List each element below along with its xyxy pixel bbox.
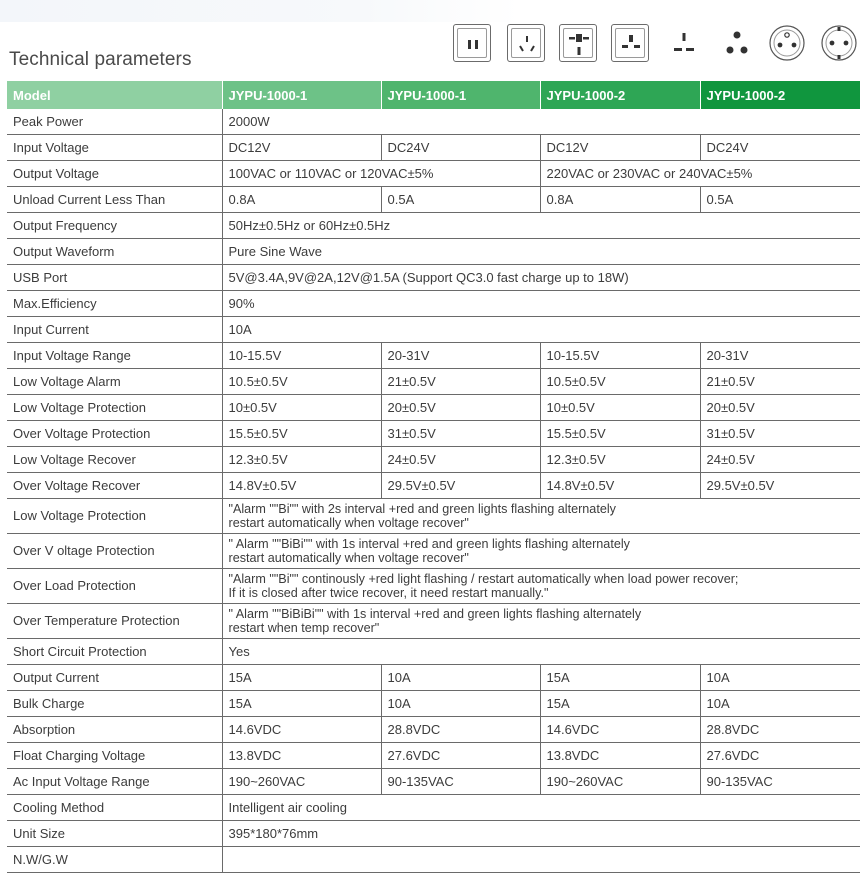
table-row (7, 447, 860, 473)
parameter-value: 10-15.5V (540, 343, 700, 369)
parameter-value: 12.3±0.5V (222, 447, 381, 473)
parameter-value: 15A (222, 665, 381, 691)
parameter-value: 2000W (222, 109, 860, 135)
table-row (7, 135, 860, 161)
table-row (7, 604, 860, 639)
parameter-value: 20±0.5V (700, 395, 860, 421)
parameter-label: Over Voltage Recover (7, 473, 222, 499)
table-row (7, 743, 860, 769)
parameter-label: Peak Power (7, 109, 222, 135)
parameter-value: 10A (700, 691, 860, 717)
table-row (7, 769, 860, 795)
table-row (7, 213, 860, 239)
parameter-value: 100VAC or 110VAC or 120VAC±5% (222, 161, 540, 187)
parameter-value: 15A (222, 691, 381, 717)
table-header-row (7, 81, 860, 109)
model-column-header: JYPU-1000-1 (381, 81, 540, 109)
parameter-value: 27.6VDC (381, 743, 540, 769)
parameter-value: 10.5±0.5V (540, 369, 700, 395)
parameter-label: Short Circuit Protection (7, 639, 222, 665)
parameter-value: 15.5±0.5V (222, 421, 381, 447)
table-row (7, 534, 860, 569)
parameter-value: DC24V (381, 135, 540, 161)
parameter-value: 0.8A (540, 187, 700, 213)
parameter-value: 10-15.5V (222, 343, 381, 369)
parameter-value: Pure Sine Wave (222, 239, 860, 265)
parameter-value: 0.5A (700, 187, 860, 213)
table-row (7, 343, 860, 369)
parameter-label: Over Load Protection (7, 569, 222, 604)
parameter-value (222, 847, 860, 873)
parameter-value: 190~260VAC (540, 769, 700, 795)
table-row (7, 499, 860, 534)
parameter-value: 24±0.5V (700, 447, 860, 473)
parameter-value: 28.8VDC (700, 717, 860, 743)
parameter-value: 13.8VDC (540, 743, 700, 769)
table-row (7, 639, 860, 665)
table-row (7, 291, 860, 317)
socket-type-a-icon (453, 24, 491, 62)
parameter-value: 21±0.5V (381, 369, 540, 395)
parameter-value: 15A (540, 691, 700, 717)
parameter-value: 90-135VAC (381, 769, 540, 795)
table-row (7, 569, 860, 604)
table-body (7, 109, 860, 873)
parameter-value: 20-31V (381, 343, 540, 369)
table-row (7, 665, 860, 691)
parameter-label: Max.Efficiency (7, 291, 222, 317)
parameter-value: 10A (700, 665, 860, 691)
parameter-label: Low Voltage Protection (7, 499, 222, 534)
parameter-value: 10±0.5V (222, 395, 381, 421)
parameter-value: 10A (381, 691, 540, 717)
parameter-value: 31±0.5V (700, 421, 860, 447)
parameter-label: Cooling Method (7, 795, 222, 821)
parameter-value: 14.8V±0.5V (222, 473, 381, 499)
socket-type-g-icon (611, 24, 649, 62)
parameter-value: 21±0.5V (700, 369, 860, 395)
parameter-label: Input Current (7, 317, 222, 343)
parameter-value: 24±0.5V (381, 447, 540, 473)
parameter-label: Absorption (7, 717, 222, 743)
parameter-label: USB Port (7, 265, 222, 291)
parameter-value: "Alarm ""Bi"" continously +red light flashing / restart automatically when load power recover; If it is closed after twice recover, it need restart manually." (222, 569, 860, 604)
parameter-value: 90-135VAC (700, 769, 860, 795)
parameter-value: 220VAC or 230VAC or 240VAC±5% (540, 161, 860, 187)
table-row (7, 239, 860, 265)
parameter-label: Over Voltage Protection (7, 421, 222, 447)
parameter-label: N.W/G.W (7, 847, 222, 873)
parameter-value: 29.5V±0.5V (700, 473, 860, 499)
parameter-label: Over Temperature Protection (7, 604, 222, 639)
parameter-value: 14.6VDC (222, 717, 381, 743)
parameter-label: Low Voltage Protection (7, 395, 222, 421)
parameter-value: 10.5±0.5V (222, 369, 381, 395)
parameter-value: 15.5±0.5V (540, 421, 700, 447)
model-column-header: JYPU-1000-1 (222, 81, 381, 109)
parameter-value: 0.5A (381, 187, 540, 213)
parameter-value: 14.6VDC (540, 717, 700, 743)
parameter-value: DC24V (700, 135, 860, 161)
table-row (7, 395, 860, 421)
table-row (7, 821, 860, 847)
parameter-value: 10±0.5V (540, 395, 700, 421)
table-row (7, 317, 860, 343)
parameter-label: Low Voltage Alarm (7, 369, 222, 395)
socket-type-m-icon (718, 24, 756, 62)
parameter-label: Unload Current Less Than (7, 187, 222, 213)
socket-type-i-icon (507, 24, 545, 62)
parameter-value: 31±0.5V (381, 421, 540, 447)
table-row (7, 109, 860, 135)
table-row (7, 691, 860, 717)
parameter-label: Bulk Charge (7, 691, 222, 717)
parameter-label: Float Charging Voltage (7, 743, 222, 769)
table-row (7, 717, 860, 743)
parameter-label: Output Current (7, 665, 222, 691)
parameter-value: 90% (222, 291, 860, 317)
socket-type-d-icon (665, 24, 703, 62)
parameter-label: Output Frequency (7, 213, 222, 239)
parameter-label: Input Voltage (7, 135, 222, 161)
parameter-value: 20±0.5V (381, 395, 540, 421)
parameter-label: Output Waveform (7, 239, 222, 265)
parameter-value: DC12V (222, 135, 381, 161)
parameter-value: 10A (222, 317, 860, 343)
parameter-value: 13.8VDC (222, 743, 381, 769)
model-column-header: JYPU-1000-2 (540, 81, 700, 109)
parameter-label: Unit Size (7, 821, 222, 847)
table-row (7, 161, 860, 187)
parameter-value: 395*180*76mm (222, 821, 860, 847)
socket-type-e-icon (768, 24, 806, 62)
parameter-label: Output Voltage (7, 161, 222, 187)
top-background-band (0, 0, 520, 22)
table-row (7, 795, 860, 821)
parameter-value: 20-31V (700, 343, 860, 369)
parameter-value: 5V@3.4A,9V@2A,12V@1.5A (Support QC3.0 fast charge up to 18W) (222, 265, 860, 291)
table-row (7, 187, 860, 213)
parameter-label: Ac Input Voltage Range (7, 769, 222, 795)
parameter-value: 12.3±0.5V (540, 447, 700, 473)
socket-universal-icon (559, 24, 597, 62)
parameter-value: 0.8A (222, 187, 381, 213)
parameter-value: 27.6VDC (700, 743, 860, 769)
table-row (7, 265, 860, 291)
parameter-value: 190~260VAC (222, 769, 381, 795)
parameter-value: " Alarm ""BiBi"" with 1s interval +red and green lights flashing alternately restart automatically when voltage recover" (222, 534, 860, 569)
table-row (7, 421, 860, 447)
parameter-label: Low Voltage Recover (7, 447, 222, 473)
parameter-value: Yes (222, 639, 860, 665)
parameter-value: 14.8V±0.5V (540, 473, 700, 499)
parameter-value: 10A (381, 665, 540, 691)
parameter-value: 28.8VDC (381, 717, 540, 743)
parameter-label: Input Voltage Range (7, 343, 222, 369)
parameter-value: 29.5V±0.5V (381, 473, 540, 499)
parameter-value: DC12V (540, 135, 700, 161)
table-row (7, 369, 860, 395)
socket-type-f-icon (819, 24, 857, 62)
model-header: Model (7, 81, 222, 109)
parameter-label: Over V oltage Protection (7, 534, 222, 569)
table-row (7, 847, 860, 873)
parameter-value: Intelligent air cooling (222, 795, 860, 821)
model-column-header: JYPU-1000-2 (700, 81, 860, 109)
parameter-value: "Alarm ""Bi"" with 2s interval +red and green lights flashing alternately restart automatically when voltage recover" (222, 499, 860, 534)
table-row (7, 473, 860, 499)
parameter-value: 50Hz±0.5Hz or 60Hz±0.5Hz (222, 213, 860, 239)
parameter-value: 15A (540, 665, 700, 691)
page-title: Technical parameters (9, 49, 192, 70)
technical-parameters-table (7, 81, 860, 873)
parameter-value: " Alarm ""BiBiBi"" with 1s interval +red and green lights flashing alternately restart when temp recover" (222, 604, 860, 639)
